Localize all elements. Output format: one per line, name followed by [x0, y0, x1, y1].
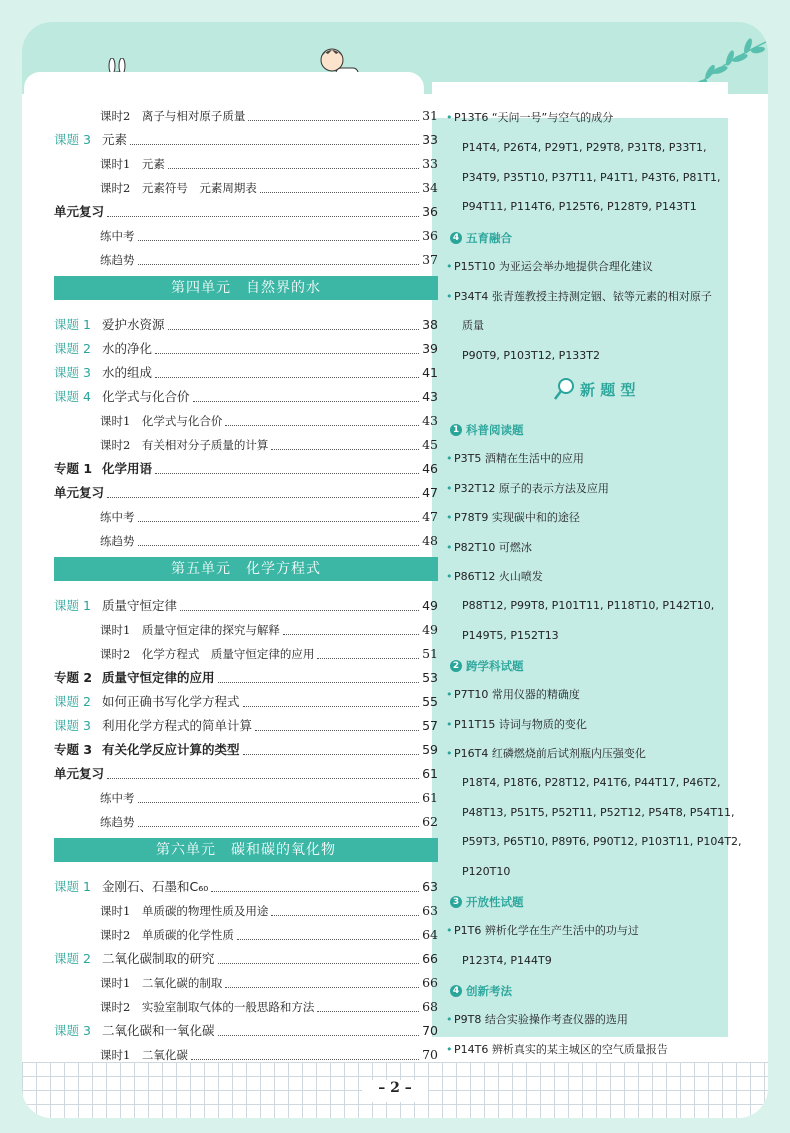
- toc-row[interactable]: [54, 1020, 438, 1040]
- list-item: • P13T6 “天问一号”与空气的成分: [454, 110, 613, 126]
- toc-row[interactable]: [54, 619, 438, 639]
- toc-label: 二氧化碳和一氧化碳: [102, 1023, 215, 1038]
- toc-row[interactable]: [54, 715, 438, 735]
- leader-dots: [168, 168, 419, 169]
- leader-dots: [155, 377, 419, 378]
- toc-label: 利用化学方程式的简单计算: [102, 718, 253, 733]
- toc-page: 43: [422, 413, 438, 428]
- leader-dots: [255, 730, 419, 731]
- toc-page: 55: [422, 694, 438, 709]
- toc-row[interactable]: [54, 530, 438, 550]
- toc-row[interactable]: [54, 948, 438, 968]
- toc-page: 41: [422, 365, 438, 380]
- leader-dots: [317, 1011, 419, 1012]
- toc-row[interactable]: [54, 506, 438, 526]
- section-title: 跨学科试题: [466, 659, 524, 673]
- toc-row[interactable]: [54, 458, 438, 478]
- section-title: 创新考法: [466, 984, 512, 998]
- ref-line: P90T9, P103T12, P133T2: [462, 349, 601, 362]
- toc-row[interactable]: [54, 314, 438, 334]
- toc-page: 36: [422, 204, 438, 219]
- ref-line: P34T9, P35T10, P37T11, P41T1, P43T6, P81T1,: [462, 171, 721, 184]
- toc-page: 64: [422, 927, 438, 942]
- list-item: • P32T12 原子的表示方法及应用: [454, 481, 609, 497]
- toc-label: 课时2 有关相对分子质量的计算: [100, 438, 269, 452]
- leader-dots: [107, 216, 419, 217]
- unit-header: 第五单元 化学方程式: [54, 557, 438, 581]
- toc-label: 水的净化: [102, 341, 153, 356]
- toc-page: 63: [422, 879, 438, 894]
- leader-dots: [107, 497, 419, 498]
- toc-label: 如何正确书写化学方程式: [102, 694, 240, 709]
- section-heading-innovation: [450, 983, 512, 999]
- toc-label: 课时2 元素符号 元素周期表: [100, 181, 257, 195]
- leader-dots: [218, 1035, 419, 1036]
- toc-row[interactable]: [54, 1044, 438, 1064]
- toc-row[interactable]: [54, 410, 438, 430]
- toc-label: 爱护水资源: [102, 317, 165, 332]
- toc-row[interactable]: [54, 129, 438, 149]
- toc-label: 课时1 二氧化碳的制取: [100, 976, 223, 990]
- toc-label: 课时1 单质碳的物理性质及用途: [100, 904, 269, 918]
- toc-row[interactable]: [54, 811, 438, 831]
- toc-label: 练趋势: [100, 534, 135, 548]
- toc-page: 47: [422, 485, 438, 500]
- toc-row[interactable]: [54, 362, 438, 382]
- toc-page: 46: [422, 461, 438, 476]
- toc-label: 单元复习: [54, 485, 105, 500]
- toc-label: 元素: [102, 132, 128, 147]
- number-badge: 4: [450, 985, 462, 997]
- toc-tag: 课题 3: [54, 365, 91, 380]
- magnifier-icon: [554, 377, 576, 401]
- list-item: • P1T6 辨析化学在生产生活中的功与过: [454, 923, 639, 939]
- toc-page: 62: [422, 814, 438, 829]
- toc-row[interactable]: [54, 787, 438, 807]
- list-item: • P15T10 为亚运会举办地提供合理化建议: [454, 259, 653, 275]
- list-item: • P78T9 实现碳中和的途径: [454, 510, 580, 526]
- leader-dots: [243, 706, 419, 707]
- toc-row[interactable]: [54, 996, 438, 1016]
- toc-label: 练中考: [100, 791, 135, 805]
- leader-dots: [138, 521, 420, 522]
- list-item: • P86T12 火山喷发: [454, 569, 543, 585]
- number-badge: 4: [450, 232, 462, 244]
- leader-dots: [260, 192, 419, 193]
- toc-row[interactable]: [54, 739, 438, 759]
- toc-tag: 课题 4: [54, 389, 91, 404]
- leader-dots: [155, 353, 419, 354]
- leader-dots: [180, 610, 419, 611]
- toc-page: 34: [422, 180, 438, 195]
- toc-tag: 课题 2: [54, 341, 91, 356]
- leader-dots: [218, 963, 419, 964]
- leader-dots: [168, 329, 419, 330]
- leader-dots: [248, 120, 419, 121]
- toc-page: 70: [422, 1023, 438, 1038]
- toc-row[interactable]: [54, 225, 438, 245]
- number-badge: 3: [450, 896, 462, 908]
- toc-page: 51: [422, 646, 438, 661]
- toc-label: 课时1 化学式与化合价: [100, 414, 223, 428]
- toc-row[interactable]: [54, 201, 438, 221]
- toc-row[interactable]: [54, 249, 438, 269]
- toc-page: 33: [422, 132, 438, 147]
- toc-page: 49: [422, 598, 438, 613]
- ref-line: P48T13, P51T5, P52T11, P52T12, P54T8, P54T11,: [462, 806, 735, 819]
- toc-row[interactable]: [54, 177, 438, 197]
- toc-row[interactable]: [54, 691, 438, 711]
- toc-page: 66: [422, 951, 438, 966]
- leader-dots: [130, 144, 419, 145]
- list-item: • P14T6 辨析真实的某主城区的空气质量报告: [454, 1042, 668, 1058]
- toc-label: 金刚石、石墨和C₆₀: [102, 879, 209, 894]
- unit-header: 第四单元 自然界的水: [54, 276, 438, 300]
- toc-page: 48: [422, 533, 438, 548]
- toc-tag: 课题 1: [54, 879, 91, 894]
- leader-dots: [138, 264, 420, 265]
- ref-line: P123T4, P144T9: [462, 954, 552, 967]
- leader-dots: [317, 658, 419, 659]
- toc-label: 课时2 化学方程式 质量守恒定律的应用: [100, 647, 315, 661]
- leader-dots: [191, 1059, 419, 1060]
- leader-dots: [225, 987, 419, 988]
- toc-row[interactable]: [54, 900, 438, 920]
- toc-row[interactable]: [54, 643, 438, 663]
- list-item: • P7T10 常用仪器的精确度: [454, 687, 580, 703]
- section-heading-open: [450, 894, 524, 910]
- toc-label: 练中考: [100, 510, 135, 524]
- list-item: • P9T8 结合实验操作考查仪器的选用: [454, 1012, 628, 1028]
- leader-dots: [243, 754, 419, 755]
- leader-dots: [138, 802, 420, 803]
- toc-row[interactable]: [54, 972, 438, 992]
- toc-tag: 课题 1: [54, 598, 91, 613]
- toc-label: 课时1 质量守恒定律的探究与解释: [100, 623, 280, 637]
- toc-page: 47: [422, 509, 438, 524]
- toc-label: 练趋势: [100, 815, 135, 829]
- toc-row[interactable]: [54, 763, 438, 783]
- section-heading-wuyu: [450, 230, 512, 246]
- toc-page: 57: [422, 718, 438, 733]
- toc-row[interactable]: [54, 667, 438, 687]
- toc-tag: 课题 3: [54, 1023, 91, 1038]
- ref-line: 质量: [462, 319, 484, 332]
- toc-tag: 专题 1: [54, 461, 93, 476]
- leader-dots: [138, 826, 420, 827]
- toc-page: 61: [422, 790, 438, 805]
- toc-label: 课时2 离子与相对原子质量: [100, 109, 246, 123]
- toc-page: 37: [422, 252, 438, 267]
- toc-page: 66: [422, 975, 438, 990]
- toc-page: 70: [422, 1047, 438, 1062]
- leader-dots: [218, 682, 419, 683]
- section-title: 开放性试题: [466, 895, 524, 909]
- ref-line: P149T5, P152T13: [462, 629, 559, 642]
- toc-page: 49: [422, 622, 438, 637]
- leader-dots: [138, 240, 420, 241]
- toc-page: 36: [422, 228, 438, 243]
- toc-label: 课时1 元素: [100, 157, 165, 171]
- toc-label: 单元复习: [54, 204, 105, 219]
- toc-label: 水的组成: [102, 365, 153, 380]
- page-number: – 2 –: [378, 1080, 412, 1096]
- toc-label: 单元复习: [54, 766, 105, 781]
- leader-dots: [237, 939, 419, 940]
- section-heading-reading: [450, 422, 524, 438]
- toc-row[interactable]: [54, 434, 438, 454]
- toc-label: 质量守恒定律的应用: [102, 670, 215, 685]
- section-title: 科普阅读题: [466, 423, 524, 437]
- leader-dots: [271, 449, 419, 450]
- list-item: • P34T4 张青莲教授主持测定铟、铱等元素的相对原子: [454, 289, 712, 305]
- number-badge: 2: [450, 660, 462, 672]
- leader-dots: [193, 401, 419, 402]
- section-heading-cross-subject: [450, 658, 524, 674]
- section-title: 五育融合: [466, 231, 512, 245]
- toc-label: 化学式与化合价: [102, 389, 190, 404]
- ref-line: P120T10: [462, 865, 511, 878]
- toc-row[interactable]: [54, 924, 438, 944]
- toc-page: 39: [422, 341, 438, 356]
- toc-page: 33: [422, 156, 438, 171]
- ref-line: P14T4, P26T4, P29T1, P29T8, P31T8, P33T1,: [462, 141, 707, 154]
- list-item: • P16T4 红磷燃烧前后试剂瓶内压强变化: [454, 746, 646, 762]
- number-badge: 1: [450, 424, 462, 436]
- unit-header: 第六单元 碳和碳的氧化物: [54, 838, 438, 862]
- toc-row[interactable]: [54, 338, 438, 358]
- toc-label: 课时2 实验室制取气体的一般思路和方法: [100, 1000, 315, 1014]
- toc-tag: 专题 3: [54, 742, 93, 757]
- toc-page: 31: [422, 108, 438, 123]
- new-question-types-title: [554, 374, 644, 404]
- toc-page: 68: [422, 999, 438, 1014]
- toc-row[interactable]: [54, 876, 438, 896]
- toc-page: 43: [422, 389, 438, 404]
- toc-row[interactable]: [54, 386, 438, 406]
- toc-label: 课时1 二氧化碳: [100, 1048, 188, 1062]
- toc-label: 化学用语: [102, 461, 153, 476]
- toc-page: 59: [422, 742, 438, 757]
- ref-line: P94T11, P114T6, P125T6, P128T9, P143T1: [462, 200, 697, 213]
- leader-dots: [211, 891, 419, 892]
- toc-page: 61: [422, 766, 438, 781]
- toc-row[interactable]: [54, 105, 438, 125]
- ref-line: P18T4, P18T6, P28T12, P41T6, P44T17, P46T2,: [462, 776, 721, 789]
- toc-tag: 课题 1: [54, 317, 91, 332]
- toc-tag: 课题 3: [54, 132, 91, 147]
- ref-line: P59T3, P65T10, P89T6, P90T12, P103T11, P104T2,: [462, 835, 742, 848]
- leader-dots: [107, 778, 419, 779]
- toc-row[interactable]: [54, 153, 438, 173]
- leader-dots: [138, 545, 420, 546]
- toc-label: 练中考: [100, 229, 135, 243]
- toc-tag: 专题 2: [54, 670, 93, 685]
- list-item: • P3T5 酒精在生活中的应用: [454, 451, 584, 467]
- leader-dots: [283, 634, 419, 635]
- leader-dots: [271, 915, 419, 916]
- list-item: • P11T15 诗词与物质的变化: [454, 717, 587, 733]
- toc-page: 38: [422, 317, 438, 332]
- toc-tag: 课题 2: [54, 951, 91, 966]
- toc-label: 练趋势: [100, 253, 135, 267]
- toc-label: 质量守恒定律: [102, 598, 178, 613]
- toc-label: 有关化学反应计算的类型: [102, 742, 240, 757]
- leader-dots: [155, 473, 419, 474]
- toc-label: 课时2 单质碳的化学性质: [100, 928, 234, 942]
- toc-tag: 课题 2: [54, 694, 91, 709]
- toc-row[interactable]: [54, 595, 438, 615]
- toc-label: 二氧化碳制取的研究: [102, 951, 215, 966]
- toc-page: 63: [422, 903, 438, 918]
- ref-line: P88T12, P99T8, P101T11, P118T10, P142T10,: [462, 599, 715, 612]
- toc-page: 45: [422, 437, 438, 452]
- list-item: • P82T10 可燃冰: [454, 540, 532, 556]
- toc-row[interactable]: [54, 482, 438, 502]
- new-title-text: 新 题 型: [580, 380, 636, 399]
- leader-dots: [225, 425, 419, 426]
- toc-page: 53: [422, 670, 438, 685]
- toc-tag: 课题 3: [54, 718, 91, 733]
